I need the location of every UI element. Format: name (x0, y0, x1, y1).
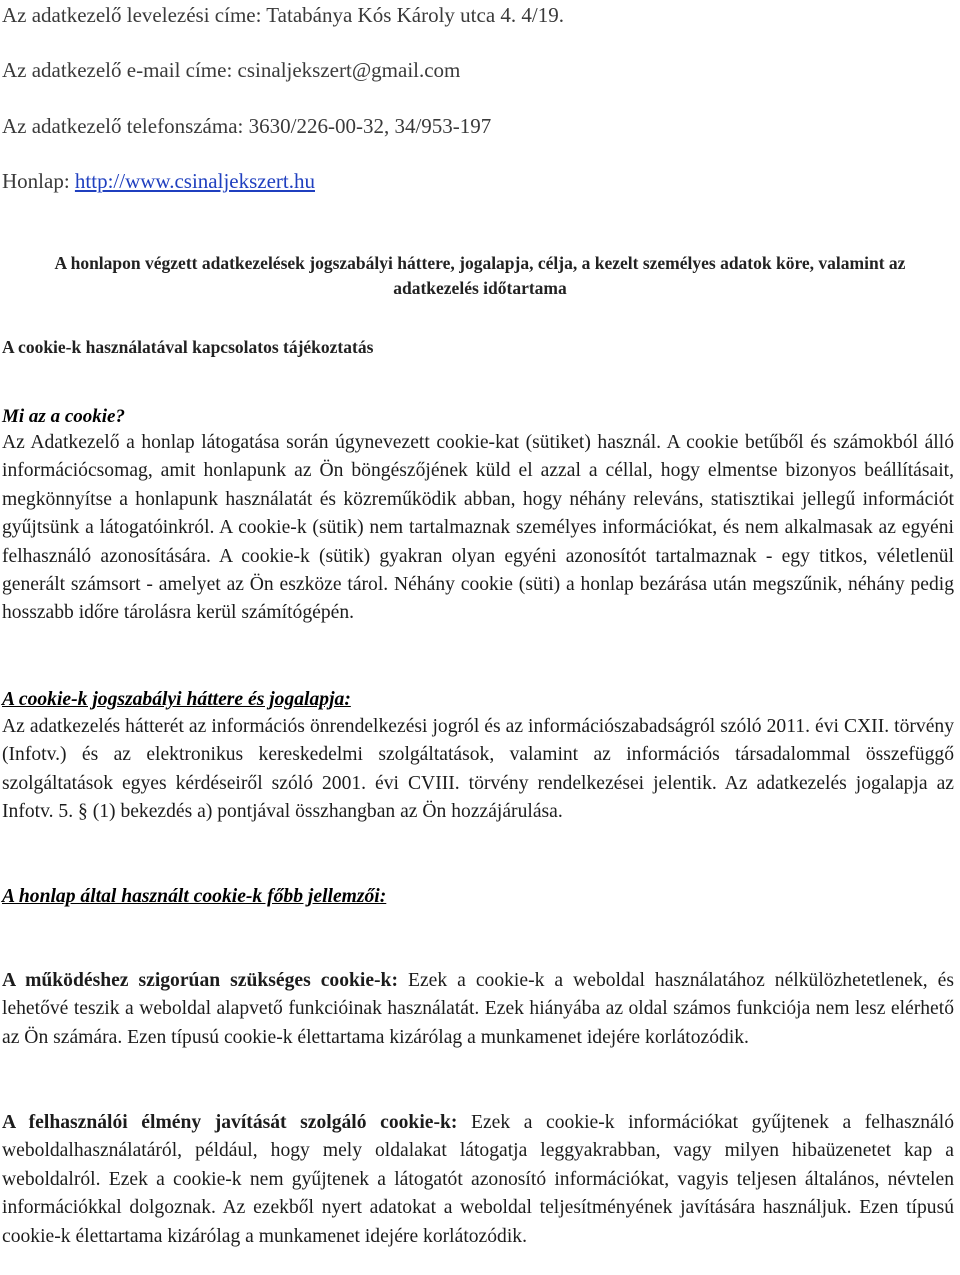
contact-email: Az adatkezelő e-mail címe: csinaljekszert@gmail.com (2, 58, 461, 82)
main-heading-line-2: adatkezelés időtartama (393, 278, 567, 298)
contact-website (2, 168, 315, 194)
user-experience-lead: A felhasználói élmény javítását szolgáló cookie-k: (2, 1112, 458, 1133)
contact-address: Az adatkezelő levelezési címe: Tatabánya Kós Károly utca 4. 4/19. (2, 3, 564, 27)
what-is-cookie-title: Mi az a cookie? (2, 406, 125, 427)
what-is-cookie-body: Az Adatkezelő a honlap látogatása során úgynevezett cookie-kat (sütiket) használ. A cookie betűből és számokból álló információcsomag, amit honlapunk az Ön böngészőjének küld el azzal a céllal, hogy elmentse bizonyos beállításait, megkönnyítse a honlapunk használatát és közreműködik abban, hogy néhány releváns, statisztikai jellegű információt gyűjtsünk a látogatóinkról. A cookie-k (sütik) nem tartalmaznak személyes információkat, és nem alkalmasak az egyéni felhasználó azonosítására. A cookie-k (sütik) gyakran olyan egyéni azonosítót tartalmaznak - egy titkos, véletlenül generált számsort - amelyet az Ön eszköze tárol. Néhány cookie (süti) a honlap bezárása után megszűnik, néhány pedig hosszabb időre tárolásra kerül számítógépén. (2, 432, 954, 624)
strictly-necessary-body: Ezek a cookie-k a weboldal használatához nélkülözhetetlenek, és lehetővé teszik a weboldal alapvető funkcióinak használatát. Ezek hiányába az oldal számos funkciója nem lesz elérhető az Ön számára. Ezen típusú cookie-k élettartama kizárólag a munkamenet idejére korlátozódik. (2, 970, 955, 1048)
website-label: Honlap: (2, 169, 75, 193)
website-link[interactable]: http://www.csinaljekszert.hu (74, 169, 315, 193)
legal-background-body: Az adatkezelés hátterét az információs önrendelkezési jogról és az információszabadságról szóló 2011. évi CXII. törvény (Infotv.) és az elektronikus kereskedelmi szolgáltatások, valamint az információs társadalommal összefüggő szolgáltatások egyes kérdéseiről szóló 2001. évi CVIII. törvény rendelkezései jelentik. Az adatkezelés jogalapja az Infotv. 5. § (1) bekezdés a) pontjával összhangban az Ön hozzájárulása. (2, 716, 954, 823)
strictly-necessary-paragraph (2, 967, 954, 1052)
main-heading-line-1: A honlapon végzett adatkezelések jogszabályi háttere, jogalapja, célja, a kezelt személyes adatok köre, valamint az (54, 253, 906, 273)
cookie-info-heading: A cookie-k használatával kapcsolatos tájékoztatás (2, 337, 374, 357)
user-experience-paragraph (2, 1109, 954, 1251)
strictly-necessary-lead: A működéshez szigorúan szükséges cookie-k: (2, 970, 398, 991)
user-experience-body: Ezek a cookie-k információkat gyűjtenek a felhasználó weboldalhasználatáról, például, hogy mely oldalakat látogatja leggyakrabban, vagy milyen hibaüzenetet kap a weboldalról. Ezek a cookie-k nem gyűjtenek a látogatót azonosító információkat, vagyis teljesen általános, névtelen információkkal dolgoznak. Az ezekből nyert adatokat a weboldal teljesítményének javítására használjuk. Ezen típusú cookie-k élettartama kizárólag a munkamenet idejére korlátozódik. (2, 1112, 954, 1247)
main-features-title: A honlap által használt cookie-k főbb jellemzői: (2, 886, 387, 907)
main-heading (0, 251, 960, 301)
contact-phone: Az adatkezelő telefonszáma: 3630/226-00-32, 34/953-197 (2, 114, 492, 138)
legal-background-title: A cookie-k jogszabályi háttere és jogalapja: (2, 689, 351, 710)
